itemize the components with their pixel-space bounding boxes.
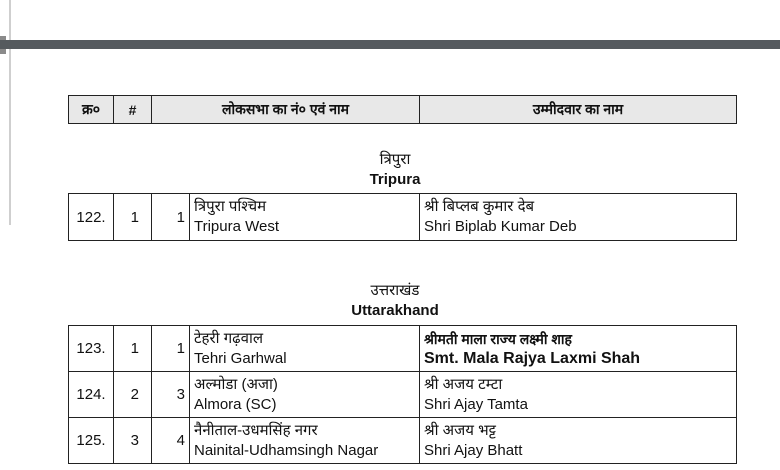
constituency-en: Tehri Garhwal	[194, 349, 287, 367]
state-no-cell: 3	[114, 418, 152, 464]
candidate-cell	[420, 418, 737, 464]
serial-cell: 122.	[69, 194, 114, 241]
table-row	[69, 194, 737, 241]
state-name-hi: उत्तराखंड	[370, 282, 420, 299]
constituency-cell	[190, 418, 420, 464]
candidate-hi: श्रीमती माला राज्य लक्ष्मी शाह	[424, 330, 572, 347]
table-row	[69, 418, 737, 464]
serial-cell: 123.	[69, 326, 114, 372]
constituency-hi: त्रिपुरा पश्चिम	[194, 198, 267, 215]
state-heading-uttarakhand	[300, 281, 490, 321]
candidate-hi: श्री बिप्लब कुमार देब	[424, 198, 535, 215]
state-name-hi: त्रिपुरा	[379, 151, 411, 168]
constituency-hi: अल्मोडा (अजा)	[194, 375, 278, 393]
top-divider-bar	[0, 40, 780, 49]
candidate-en: Shri Biplab Kumar Deb	[424, 218, 577, 235]
candidate-en: Shri Ajay Bhatt	[424, 441, 523, 459]
constituency-cell	[190, 372, 420, 418]
candidate-hi: श्री अजय भट्ट	[424, 421, 497, 439]
state-no-cell: 1	[114, 194, 152, 241]
candidate-en: Smt. Mala Rajya Laxmi Shah	[424, 349, 641, 367]
constituency-cell	[190, 194, 420, 241]
header-candidate: उम्मीदवार का नाम	[420, 96, 737, 124]
constituency-en: Almora (SC)	[194, 395, 277, 413]
header-constituency: लोकसभा का नं० एवं नाम	[152, 96, 420, 124]
serial-cell: 125.	[69, 418, 114, 464]
seat-no-cell: 3	[152, 372, 190, 418]
serial-cell: 124.	[69, 372, 114, 418]
candidate-cell	[420, 326, 737, 372]
page-edge-line	[9, 0, 11, 225]
candidate-en: Shri Ajay Tamta	[424, 395, 528, 413]
seat-no-cell: 1	[152, 194, 190, 241]
constituency-cell	[190, 326, 420, 372]
header-hash: #	[114, 96, 152, 124]
constituency-hi: नैनीताल-उधमसिंह नगर	[194, 421, 318, 439]
candidate-cell	[420, 194, 737, 241]
state-no-cell: 2	[114, 372, 152, 418]
state-no-cell: 1	[114, 326, 152, 372]
seat-no-cell: 4	[152, 418, 190, 464]
candidate-cell	[420, 372, 737, 418]
tripura-table	[68, 193, 737, 241]
uttarakhand-table	[68, 325, 737, 464]
table-row	[69, 372, 737, 418]
state-name-en: Uttarakhand	[351, 302, 439, 319]
candidate-hi: श्री अजय टम्टा	[424, 375, 503, 393]
table-header	[68, 95, 737, 124]
constituency-en: Nainital-Udhamsingh Nagar	[194, 441, 379, 459]
seat-no-cell: 1	[152, 326, 190, 372]
constituency-en: Tripura West	[194, 218, 280, 235]
table-row	[69, 326, 737, 372]
constituency-hi: टेहरी गढ़वाल	[194, 329, 263, 347]
header-serial: क्र०	[69, 96, 114, 124]
state-name-en: Tripura	[369, 171, 421, 188]
state-heading-tripura	[300, 150, 490, 190]
